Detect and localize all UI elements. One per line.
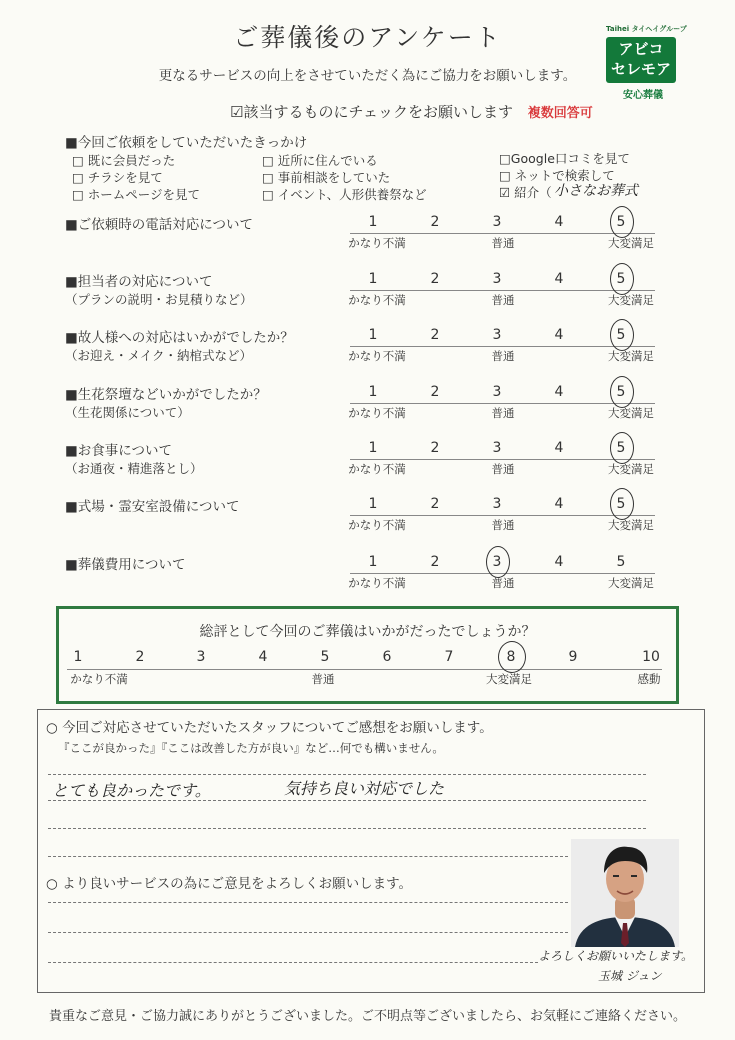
overall-number[interactable]: 9 [568, 649, 578, 665]
scale-number[interactable]: 1 [368, 327, 378, 343]
rating-question: ■ご依頼時の電話対応について [65, 217, 253, 233]
staff-greeting: よろしくお願いいたします。 [538, 949, 694, 963]
rating-note: （お通夜・精進落とし） [65, 461, 203, 476]
scale-number[interactable]: 4 [554, 384, 564, 400]
footer-thanks: 貴重なご意見・ご協力誠にありがとうございました。ご不明点等ございましたら、お気軽にご連絡ください。 [48, 1009, 686, 1024]
scale-number[interactable]: 3 [492, 554, 502, 570]
scale-label-high: 大変満足 [608, 236, 654, 250]
selected-rating-circle [610, 206, 634, 238]
scale-label-mid: 普通 [491, 236, 515, 250]
scale-number[interactable]: 3 [492, 271, 502, 287]
scale-number[interactable]: 2 [430, 496, 440, 512]
scale-number[interactable]: 2 [430, 384, 440, 400]
scale-label-low: かなり不満 [348, 349, 406, 363]
scale-number[interactable]: 2 [430, 271, 440, 287]
scale-number[interactable]: 2 [430, 327, 440, 343]
overall-label: 感動 [637, 672, 661, 686]
scale-number[interactable]: 1 [368, 384, 378, 400]
staff-line-2 [48, 800, 646, 801]
service-comment-title: ○ より良いサービスの為にご意見をよろしくお願いします。 [46, 876, 412, 892]
staff-line-4 [48, 856, 568, 857]
scale-number[interactable]: 2 [430, 554, 440, 570]
scale-label-high: 大変満足 [608, 462, 654, 476]
rating-question: ■担当者の対応について [65, 274, 213, 290]
scale-label-low: かなり不満 [348, 406, 406, 420]
scale-number[interactable]: 5 [616, 496, 626, 512]
multiple-answers-note: 複数回答可 [527, 106, 593, 121]
option-homepage[interactable]: □ ホームページを見て [72, 187, 201, 202]
overall-number[interactable]: 5 [320, 649, 330, 665]
scale-label-low: かなり不満 [348, 236, 406, 250]
overall-number[interactable]: 6 [382, 649, 392, 665]
scale-number[interactable]: 1 [368, 496, 378, 512]
scale-label-high: 大変満足 [608, 576, 654, 590]
option-neighbor[interactable]: □ 近所に住んでいる [262, 153, 378, 168]
staff-name: 玉城 ジュン [598, 969, 662, 983]
scale-number[interactable]: 3 [492, 214, 502, 230]
scale-number[interactable]: 5 [616, 214, 626, 230]
selected-rating-circle [610, 432, 634, 464]
scale-number[interactable]: 4 [554, 496, 564, 512]
overall-number[interactable]: 2 [135, 649, 145, 665]
selected-rating-circle [610, 488, 634, 520]
service-line-1 [48, 902, 568, 903]
scale-label-high: 大変満足 [608, 518, 654, 532]
scale-label-mid: 普通 [491, 518, 515, 532]
scale-number[interactable]: 1 [368, 440, 378, 456]
scale-number[interactable]: 3 [492, 440, 502, 456]
scale-label-low: かなり不満 [348, 518, 406, 532]
scale-line [350, 459, 655, 460]
logo-tagline: 安心葬儀 [623, 90, 663, 101]
rating-question: ■お食事について [65, 443, 172, 459]
rating-question: ■式場・霊安室設備について [65, 499, 240, 515]
logo-box [606, 37, 676, 83]
overall-number[interactable]: 3 [196, 649, 206, 665]
rating-note: （お迎え・メイク・納棺式など） [65, 348, 253, 363]
scale-number[interactable]: 5 [616, 440, 626, 456]
staff-comment-title: ○ 今回ご対応させていただいたスタッフについてご感想をお願いします。 [46, 720, 493, 736]
scale-number[interactable]: 1 [368, 271, 378, 287]
scale-number[interactable]: 4 [554, 214, 564, 230]
rating-note: （プランの説明・お見積りなど） [65, 292, 253, 307]
selected-rating-circle [610, 263, 634, 295]
overall-number[interactable]: 1 [73, 649, 83, 665]
overall-question: 総評として今回のご葬儀はいかがだったでしょうか？ [199, 624, 536, 640]
scale-number[interactable]: 2 [430, 440, 440, 456]
selected-rating-circle [610, 376, 634, 408]
scale-number[interactable]: 5 [616, 554, 626, 570]
overall-number[interactable]: 10 [642, 649, 660, 665]
option-member[interactable]: □ 既に会員だった [72, 153, 176, 168]
selected-rating-circle [486, 546, 510, 578]
scale-line [350, 346, 655, 347]
overall-number[interactable]: 8 [506, 649, 516, 665]
scale-label-low: かなり不満 [348, 293, 406, 307]
option-consult[interactable]: □ 事前相談をしていた [262, 170, 391, 185]
scale-number[interactable]: 5 [616, 271, 626, 287]
page-title: ご葬儀後のアンケート [233, 23, 502, 52]
scale-label-mid: 普通 [491, 576, 515, 590]
scale-label-high: 大変満足 [608, 406, 654, 420]
rating-note: （生花関係について） [65, 405, 190, 420]
scale-number[interactable]: 2 [430, 214, 440, 230]
logo-line2: セレモア [610, 60, 671, 78]
scale-label-mid: 普通 [491, 406, 515, 420]
scale-line [350, 290, 655, 291]
option-net-search[interactable]: □ ネットで検索して [499, 168, 615, 183]
scale-number[interactable]: 3 [492, 496, 502, 512]
logo-group: Taihei タイヘイグループ [606, 25, 687, 33]
scale-line [350, 403, 655, 404]
overall-number[interactable]: 4 [258, 649, 268, 665]
scale-label-mid: 普通 [491, 462, 515, 476]
scale-number[interactable]: 3 [492, 327, 502, 343]
scale-label-mid: 普通 [491, 349, 515, 363]
staff-answer-1: とても良かったです。 [52, 781, 211, 800]
instruction-text: ☑該当するものにチェックをお願いします [230, 103, 513, 121]
service-line-3 [48, 962, 538, 963]
scale-line [350, 233, 655, 234]
overall-selected-circle [498, 641, 526, 673]
trigger-question-title: ■今回ご依頼をしていただいたきっかけ [65, 135, 308, 151]
staff-comment-hint: 『ここが良かった』『ここは改善した方が良い』など…何でも構いません。 [58, 741, 444, 755]
scale-number[interactable]: 4 [554, 554, 564, 570]
scale-number[interactable]: 5 [616, 384, 626, 400]
staff-photo [571, 839, 679, 947]
staff-line-1 [48, 774, 646, 775]
scale-number[interactable]: 4 [554, 440, 564, 456]
staff-portrait-icon [571, 839, 679, 947]
scale-number[interactable]: 1 [368, 554, 378, 570]
option-event[interactable]: □ イベント、人形供養祭など [262, 187, 427, 202]
option-flyer[interactable]: □ チラシを見て [72, 170, 163, 185]
overall-line [67, 669, 662, 670]
scale-number[interactable]: 1 [368, 214, 378, 230]
scale-line [350, 515, 655, 516]
company-logo [606, 24, 687, 106]
scale-number[interactable]: 4 [554, 271, 564, 287]
option-google[interactable]: □Google口コミを見て [499, 151, 630, 166]
referral-handwritten: 小さなお葬式 [554, 183, 638, 199]
scale-label-high: 大変満足 [608, 293, 654, 307]
selected-rating-circle [610, 319, 634, 351]
rating-question: ■故人様への対応はいかがでしたか？ [65, 330, 294, 346]
overall-label: 普通 [311, 672, 335, 686]
staff-line-3 [48, 828, 646, 829]
scale-label-low: かなり不満 [348, 462, 406, 476]
scale-label-low: かなり不満 [348, 576, 406, 590]
rating-question: ■生花祭壇などいかがでしたか？ [65, 387, 267, 403]
option-referral[interactable]: ☑ 紹介（ [499, 185, 552, 200]
rating-question: ■葬儀費用について [65, 557, 186, 573]
page-subtitle: 更なるサービスの向上をさせていただく為にご協力をお願いします。 [158, 68, 577, 84]
logo-line1: アビコ [618, 40, 664, 58]
scale-number[interactable]: 5 [616, 327, 626, 343]
overall-number[interactable]: 7 [444, 649, 454, 665]
overall-box [56, 606, 679, 704]
scale-number[interactable]: 4 [554, 327, 564, 343]
overall-label: 大変満足 [486, 672, 532, 686]
scale-label-high: 大変満足 [608, 349, 654, 363]
staff-answer-2: 気持ち良い対応でした [284, 779, 445, 798]
check-instruction [230, 101, 593, 122]
scale-number[interactable]: 3 [492, 384, 502, 400]
overall-label: かなり不満 [70, 672, 128, 686]
service-line-2 [48, 932, 568, 933]
scale-label-mid: 普通 [491, 293, 515, 307]
